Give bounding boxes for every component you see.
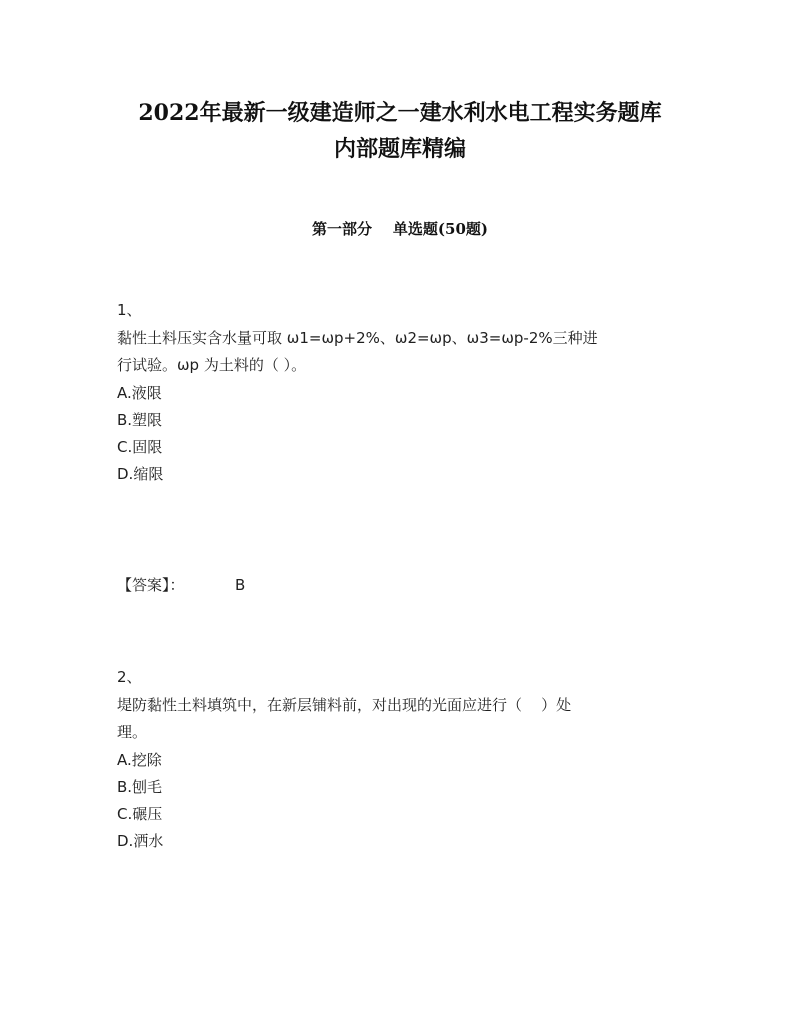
document-title-line1: 2022年最新一级建造师之一建水利水电工程实务题库 [138, 100, 662, 126]
question-1-stem-line2: 行试验。ωp 为土料的（ ）。 [117, 356, 307, 374]
question-2-stem-line2: 理。 [117, 723, 148, 741]
question-2-option-b: B.刨毛 [117, 778, 163, 796]
question-2-number: 2、 [117, 668, 142, 686]
section-heading: 第一部分 单选题(50题) [312, 220, 488, 238]
question-2-option-d: D.洒水 [117, 832, 164, 850]
question-1-option-a: A.液限 [117, 384, 162, 402]
question-1-option-b: B.塑限 [117, 411, 163, 429]
question-2-option-a: A.挖除 [117, 751, 162, 769]
question-1-number: 1、 [117, 301, 142, 319]
document-title-line2: 内部题库精编 [333, 136, 466, 162]
question-1-stem-line1: 黏性土料压实含水量可取 ω1=ωp+2%、ω2=ωp、ω3=ωp-2%三种进 [117, 329, 598, 347]
question-1-option-d: D.缩限 [117, 465, 164, 483]
answer-label: 【答案】： [117, 576, 185, 594]
question-1-option-c: C.固限 [117, 438, 163, 456]
question-2-stem-line1: 堤防黏性土料填筑中，在新层铺料前，对出现的光面应进行（ ）处 [117, 696, 572, 714]
question-2-option-c: C.碾压 [117, 805, 163, 823]
answer-value: B [235, 576, 246, 594]
